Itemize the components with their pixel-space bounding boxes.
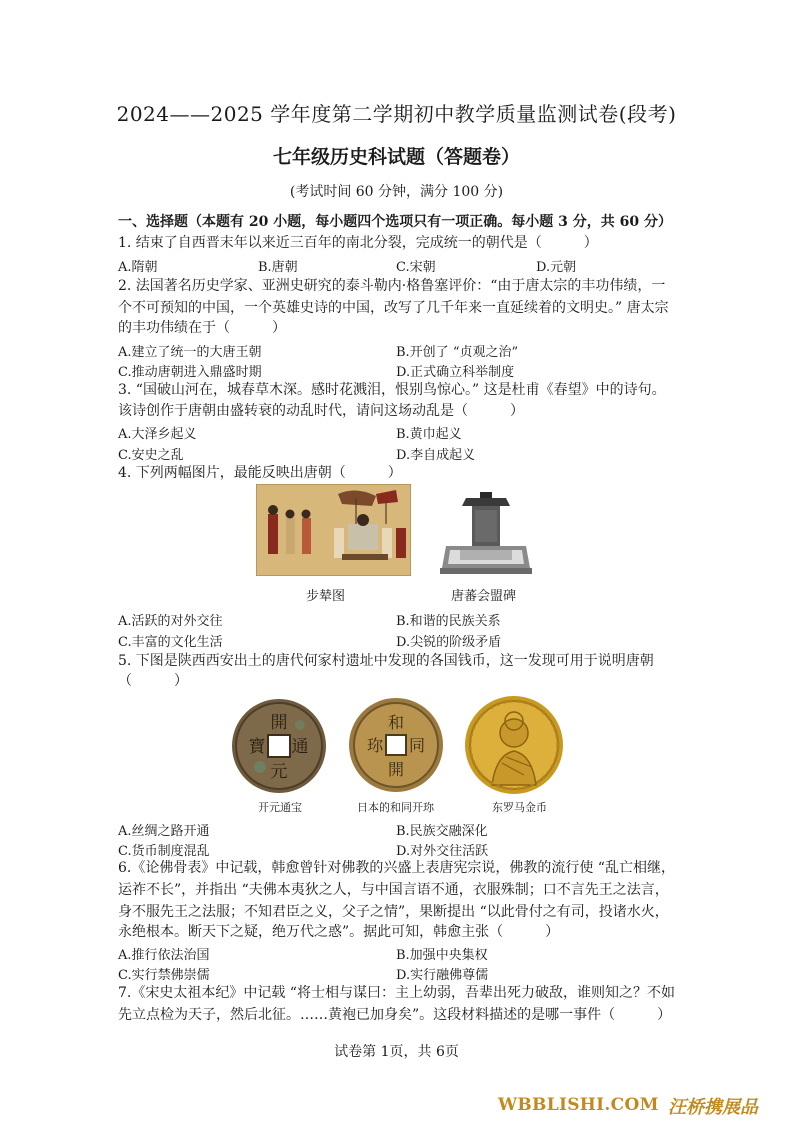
buniantu-painting-image xyxy=(256,484,411,576)
q2-option-b: B.开创了 “贞观之治” xyxy=(396,345,519,360)
question-6-line-4: 永绝根本。断天下之疑，绝万代之惑”。据此可知，韩愈主张（ ） xyxy=(118,924,560,940)
q4-option-a: A.活跃的对外交往 xyxy=(118,614,223,629)
section-heading: 一、选择题（本题有 20 小题，每小题四个选项只有一项正确。每小题 3 分，共 60 分） xyxy=(118,214,672,230)
byzantine-gold-coin-image xyxy=(462,693,566,797)
q2-option-a: A.建立了统一的大唐王朝 xyxy=(118,345,262,360)
tang-tibet-alliance-stele-image xyxy=(440,492,532,580)
question-3-line-2: 该诗创作于唐朝由盛转衰的动乱时代，请问这场动乱是（ ） xyxy=(118,403,524,419)
watermark-site: WBBLISHI.COM xyxy=(498,1095,659,1115)
question-6-line-2: 运祚不长”，并指出 “夫佛本夷狄之人，与中国言语不通，衣服殊制；口不言先王之法言， xyxy=(118,882,669,898)
coin1-char-right: 通 xyxy=(291,737,309,757)
question-2-line-1: 2. 法国著名历史学家、亚洲史研究的泰斗勒内·格鲁塞评价：“由于唐太宗的丰功伟绩，一 xyxy=(118,278,666,294)
q1-option-a: A.隋朝 xyxy=(118,260,158,275)
q4-option-b: B.和谐的民族关系 xyxy=(396,614,501,629)
question-6-line-1: 6.《论佛骨表》中记载，韩愈曾针对佛教的兴盛上表唐宪宗说，佛教的流行使 “乱亡相继， xyxy=(118,860,675,876)
question-2-line-3: 的丰功伟绩在于（ ） xyxy=(118,320,286,336)
question-5-line-2: （ ） xyxy=(118,673,188,689)
caption-buniantu: 步辇图 xyxy=(306,589,346,604)
q2-option-d: D.正式确立科举制度 xyxy=(396,365,515,380)
q1-option-d: D.元朝 xyxy=(536,260,577,275)
question-6-line-3: 身不服先王之法服；不知君臣之义，父子之情”，果断提出 “以此骨付之有司，投诸水火， xyxy=(118,904,669,920)
question-7-line-2: 先立点检为天子，然后北征。……黄袍已加身矣”。这段材料描述的是哪一事件（ ） xyxy=(118,1007,672,1023)
question-3-line-1: 3. “国破山河在，城春草木深。感时花溅泪，恨别鸟惊心。” 这是杜甫《春望》中的诗句。 xyxy=(118,382,666,398)
q6-option-d: D.实行融佛尊儒 xyxy=(396,968,489,983)
q3-option-b: B.黄巾起义 xyxy=(396,427,462,442)
watermark-brand: 汪桥携展品 xyxy=(668,1097,758,1118)
q5-option-c: C.货币制度混乱 xyxy=(118,844,210,859)
q2-option-c: C.推动唐朝进入鼎盛时期 xyxy=(118,365,262,380)
coin2-char-top: 和 xyxy=(387,713,405,732)
q3-option-a: A.大泽乡起义 xyxy=(118,427,197,442)
question-4-stem: 4. 下列两幅图片，最能反映出唐朝（ ） xyxy=(118,465,402,481)
question-5-line-1: 5. 下图是陕西西安出土的唐代何家村遗址中发现的各国钱币，这一发现可用于说明唐朝 xyxy=(118,653,654,669)
exam-time-note: (考试时间 60 分钟，满分 100 分) xyxy=(289,184,504,200)
q4-option-d: D.尖锐的阶级矛盾 xyxy=(396,635,502,650)
q5-option-a: A.丝绸之路开通 xyxy=(118,824,210,839)
q4-option-c: C.丰富的文化生活 xyxy=(118,635,223,650)
exam-subtitle: 七年级历史科试题（答题卷） xyxy=(272,146,520,168)
kaiyuan-tongbao-coin-image xyxy=(230,697,328,795)
q6-option-b: B.加强中央集权 xyxy=(396,948,488,963)
question-1-stem: 1. 结束了自西晋末年以来近三百年的南北分裂，完成统一的朝代是（ ） xyxy=(118,235,598,251)
caption-kaiyuan: 开元通宝 xyxy=(258,801,302,814)
coin1-char-left: 寶 xyxy=(248,737,266,757)
question-7-line-1: 7.《宋史太祖本纪》中记载 “将士相与谋曰：主上幼弱，吾辈出死力破敌，谁则知之？不如 xyxy=(118,985,675,1001)
wadokaichin-coin-image xyxy=(346,695,446,795)
caption-wadokaichin: 日本的和同开珎 xyxy=(357,801,434,814)
exam-title: 2024——2025 学年度第二学期初中教学质量监测试卷(段考) xyxy=(116,102,677,126)
q5-option-d: D.对外交往活跃 xyxy=(396,844,489,859)
q1-option-b: B.唐朝 xyxy=(258,260,298,275)
question-2-line-2: 个不可预知的中国，一个英雄史诗的中国，改写了几千年来一直延续着的文明史。” 唐太宗 xyxy=(118,300,669,316)
q3-option-d: D.李自成起义 xyxy=(396,448,476,463)
caption-byzantine-coin: 东罗马金币 xyxy=(492,801,547,814)
coin2-char-right: 同 xyxy=(408,736,426,755)
q1-option-c: C.宋朝 xyxy=(396,260,436,275)
q3-option-c: C.安史之乱 xyxy=(118,448,184,463)
coin2-char-left: 珎 xyxy=(366,736,384,755)
caption-stele: 唐蕃会盟碑 xyxy=(451,589,517,604)
coin2-char-bottom: 開 xyxy=(387,760,405,779)
page-footer: 试卷第 1页，共 6页 xyxy=(334,1044,459,1060)
coin1-char-top: 開 xyxy=(270,713,288,733)
q5-option-b: B.民族交融深化 xyxy=(396,824,488,839)
coin1-char-bottom: 元 xyxy=(270,762,288,782)
q6-option-a: A.推行依法治国 xyxy=(118,948,210,963)
q6-option-c: C.实行禁佛崇儒 xyxy=(118,968,210,983)
